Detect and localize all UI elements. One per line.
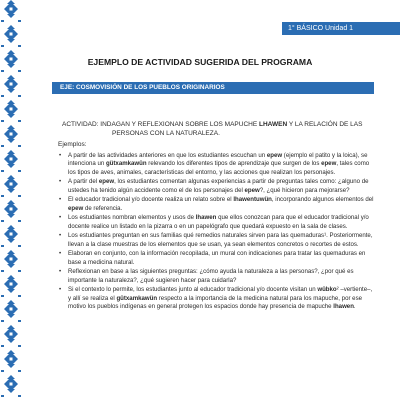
examples-label: Ejemplos: [58,141,87,148]
example-text: ² –vertiente–, y allí se realiza el [68,286,373,302]
example-keyword: wübko [317,286,337,294]
example-text: , tales como los tipos de aves, animales, características del entorno, y las acciones que realizan los personajes. [68,160,370,176]
examples-list [58,152,376,313]
example-text: que ellos conozcan para que el educador tradicional y/o docente realice un listado en la pizarra o en un papelógrafo que quedará expuesto en la sala de clases. [68,214,369,230]
example-text: de referencia. [83,204,123,212]
border-motif [1,0,21,22]
border-motif [1,250,21,272]
page-title: EJEMPLO DE ACTIVIDAD SUGERIDA DEL PROGRAMA [87,57,313,67]
textile-pattern-icon [0,0,22,400]
example-item [58,286,376,311]
border-motif [1,225,21,247]
activity-text-cont: PERSONAS CON LA NATURALEZA. [112,129,220,137]
example-item [58,250,376,267]
example-text: , incorporando algunos elementos del [271,196,374,204]
border-motif [1,25,21,47]
example-text: . [353,303,356,311]
example-text: Si el contexto lo permite, los estudiantes junto al educador tradicional y/o docente visitan un [68,286,318,294]
example-item [58,214,376,231]
example-text: El educador tradicional y/o docente realiza un relato sobre el [68,196,234,204]
example-text: A partir del [68,178,99,186]
example-keyword: epew [98,178,115,186]
example-item [58,232,376,249]
example-text: relevando los diferentes tipos de aprendizaje que surgen de los [146,160,322,168]
border-motif [1,100,21,122]
example-text: Los estudiantes preguntan en sus familias qué remedios naturales sirven para las quemaduras¹. Posteriormente, llevan a la clase muestras de los elementos que se usan, ya sean elementos concretos o recortes de estos. [68,232,373,248]
border-motif [1,75,21,97]
activity-heading [62,121,374,138]
border-motif [1,300,21,322]
example-keyword: lhawen [195,214,217,222]
border-motif [1,50,21,72]
border-motif [1,350,21,372]
example-item [58,152,376,177]
border-motif [1,175,21,197]
example-keyword: lhawen [333,303,354,311]
border-motif [1,325,21,347]
axis-heading: EJE: COSMOVISIÓN DE LOS PUEBLOS ORIGINARIOS [52,82,374,94]
decorative-border [0,0,22,400]
example-text: A partir de las actividades anteriores en que los estudiantes escuchan un [68,152,267,159]
border-motif [1,150,21,172]
example-text: , los estudiantes comentan algunas experiencias a partir de preguntas tales como: ¿alguno de ustedes ha tenido algún accidente como el de los personajes del [68,178,369,194]
border-motif [1,200,21,222]
activity-text-1: INDAGAN Y REFLEXIONAN SOBRE LOS MAPUCHE [100,121,259,128]
grade-unit-badge: 1° BÁSICO Unidad 1 [282,22,400,35]
example-keyword: epew [321,160,337,168]
example-text: respecto a la importancia de la medicina natural para los mapuche, por ese motivo los pueblos indígenas en general protegen los espacios donde hay presencia de mapuche [68,294,363,311]
border-motif [1,125,21,147]
activity-keyword: LHAWEN [259,121,288,128]
border-motif [1,275,21,297]
example-text: Reflexionan en base a las siguientes preguntas: ¿cómo ayuda la naturaleza a las personas?, ¿por qué es importante la naturaleza?, ¿qué sugieren hacer para cuidarla? [68,268,354,284]
example-keyword: epew [244,186,260,194]
example-keyword: gütxamkawün [105,160,147,168]
example-item [58,196,376,213]
example-item [58,268,376,285]
example-text: Elaboran en conjunto, con la información recopilada, un mural con indicaciones para tratar las quemaduras en base a medicina natural. [68,250,366,266]
example-text: Los estudiantes nombran elementos y usos de [68,214,196,222]
border-motif [1,375,21,397]
example-keyword: epew [266,152,283,159]
example-keyword: gütxamkawün [116,294,158,302]
activity-label: ACTIVIDAD: [62,121,99,128]
example-text: (ejemplo el patito y la loica), se intenciona un [68,152,368,168]
example-text: ?, ¿qué hicieron para mejorarse? [259,186,350,194]
example-item [58,178,376,195]
activity-text-2: Y LA RELACIÓN DE LAS [287,121,363,128]
example-keyword: epew [68,204,84,212]
example-keyword: lhawentuwün [233,196,272,204]
